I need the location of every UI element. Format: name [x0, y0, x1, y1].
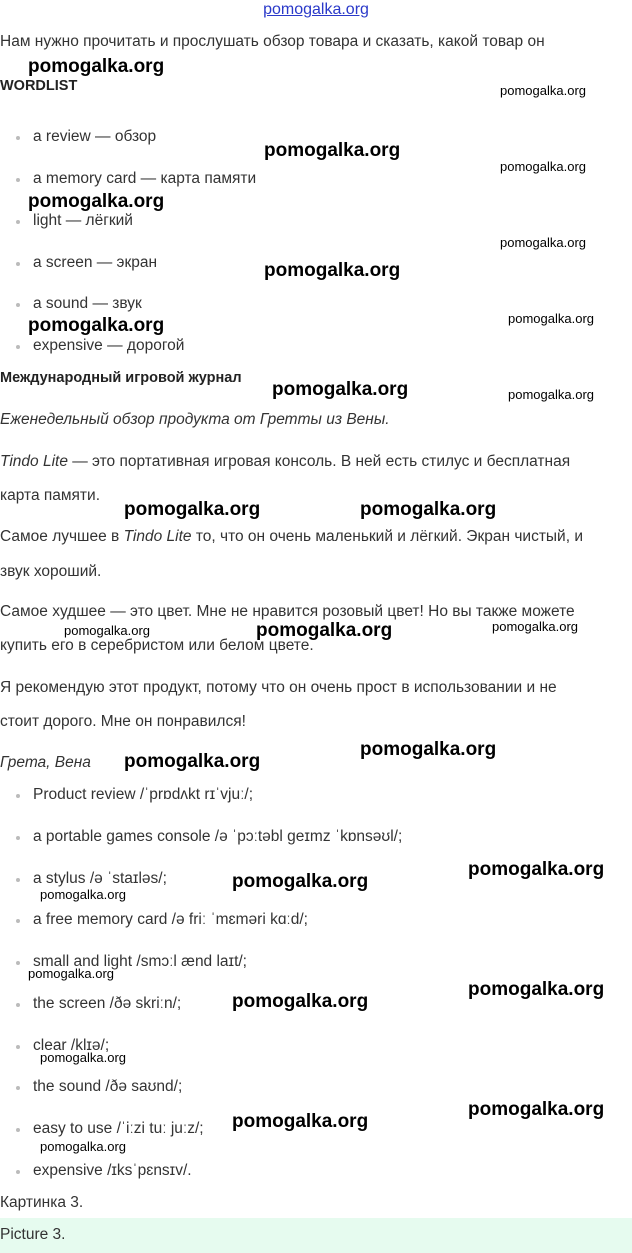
watermark: pomogalka.org [64, 623, 150, 638]
watermark: pomogalka.org [28, 315, 165, 336]
bullet-icon [16, 136, 20, 140]
wordlist-title: WORDLIST [0, 78, 78, 94]
watermark: pomogalka.org [124, 499, 261, 520]
watermark: pomogalka.org [500, 159, 586, 174]
paragraph-3-line-2: купить его в серебристом или белом цвете. [0, 637, 314, 654]
bullet-icon [16, 1045, 20, 1049]
brand-name: Tindo Lite [123, 528, 192, 545]
journal-title: Международный игровой журнал [0, 370, 242, 386]
watermark: pomogalka.org [500, 235, 586, 250]
bullet-icon [16, 262, 20, 266]
bullet-icon [16, 961, 20, 965]
watermark: pomogalka.org [272, 379, 409, 400]
bullet-icon [16, 919, 20, 923]
watermark: pomogalka.org [468, 1099, 605, 1120]
watermark: pomogalka.org [40, 1050, 126, 1065]
paragraph-2-line-1 [0, 528, 583, 546]
bullet-icon [16, 1086, 20, 1090]
bullet-icon [16, 345, 20, 349]
watermark: pomogalka.org [264, 260, 401, 281]
watermark: pomogalka.org [40, 1139, 126, 1154]
list-item-text: easy to use /ˈiːzi tuː juːz/; [33, 1120, 204, 1137]
paragraph-4-line-2: стоит дорого. Мне он понравился! [0, 713, 246, 730]
list-item-text: a portable games console /ə ˈpɔːtəbl geɪmz ˈkɒnsəʊl/; [33, 828, 403, 845]
list-item-text: the screen /ðə skriːn/; [33, 995, 182, 1012]
watermark: pomogalka.org [500, 83, 586, 98]
bullet-icon [16, 1128, 20, 1132]
list-item-text: a review — обзор [33, 128, 157, 145]
watermark: pomogalka.org [508, 387, 594, 402]
bullet-icon [16, 1170, 20, 1174]
list-item-text: a sound — звук [33, 295, 142, 312]
bullet-icon [16, 303, 20, 307]
bullet-icon [16, 1003, 20, 1007]
bullet-icon [16, 836, 20, 840]
list-item-text: light — лёгкий [33, 212, 133, 229]
signature: Грета, Вена [0, 754, 91, 771]
list-item-text: Product review /ˈprɒdʌkt rɪˈvjuː/; [33, 786, 253, 803]
watermark: pomogalka.org [360, 739, 497, 760]
watermark: pomogalka.org [256, 620, 393, 641]
watermark: pomogalka.org [508, 311, 594, 326]
list-item-text: a stylus /ə ˈstaɪləs/; [33, 870, 167, 887]
list-item-text: a memory card — карта памяти [33, 170, 257, 187]
watermark: pomogalka.org [124, 751, 261, 772]
bullet-icon [16, 178, 20, 182]
watermark: pomogalka.org [28, 966, 114, 981]
paragraph-2-line-2: звук хороший. [0, 563, 102, 580]
list-item-text: expensive /ɪksˈpɛnsɪv/. [33, 1162, 192, 1179]
paragraph-4-line-1: Я рекомендую этот продукт, потому что он очень прост в использовании и не [0, 679, 557, 696]
picture-caption-en: Picture 3. [0, 1226, 66, 1243]
watermark: pomogalka.org [492, 619, 578, 634]
site-link[interactable]: pomogalka.org [263, 1, 369, 18]
watermark: pomogalka.org [232, 991, 369, 1012]
paragraph-text: Самое лучшее в [0, 528, 124, 545]
watermark: pomogalka.org [28, 56, 165, 77]
watermark: pomogalka.org [264, 140, 401, 161]
bullet-icon [16, 220, 20, 224]
intro-text: Нам нужно прочитать и прослушать обзор товара и сказать, какой товар он [0, 33, 545, 50]
journal-subtitle: Еженедельный обзор продукта от Гретты из Вены. [0, 411, 390, 428]
watermark: pomogalka.org [360, 499, 497, 520]
picture-caption-bar [0, 1218, 632, 1253]
list-item-text: a free memory card /ə friː ˈmɛməri kɑːd/; [33, 911, 308, 928]
list-item-text: a screen — экран [33, 254, 158, 271]
watermark: pomogalka.org [232, 1111, 369, 1132]
watermark: pomogalka.org [232, 871, 369, 892]
list-item-text: clear /klɪə/; [33, 1037, 110, 1054]
watermark: pomogalka.org [468, 979, 605, 1000]
list-item-text: small and light /smɔːl ænd laɪt/; [33, 953, 247, 970]
watermark: pomogalka.org [40, 887, 126, 902]
paragraph-text: то, что он очень маленький и лёгкий. Экран чистый, и [191, 528, 583, 545]
bullet-icon [16, 878, 20, 882]
bullet-icon [16, 794, 20, 798]
paragraph-1-line-1 [0, 453, 570, 471]
paragraph-1-line-2: карта памяти. [0, 487, 101, 504]
watermark: pomogalka.org [28, 191, 165, 212]
list-item-text: expensive — дорогой [33, 337, 185, 354]
paragraph-3-line-1: Самое худшее — это цвет. Мне не нравится розовый цвет! Но вы также можете [0, 603, 575, 620]
picture-caption-ru: Картинка 3. [0, 1194, 84, 1211]
paragraph-text: — это портативная игровая консоль. В ней есть стилус и бесплатная [67, 453, 571, 470]
watermark: pomogalka.org [468, 859, 605, 880]
brand-name: Tindo Lite [0, 453, 68, 470]
list-item-text: the sound /ðə saʊnd/; [33, 1078, 183, 1095]
